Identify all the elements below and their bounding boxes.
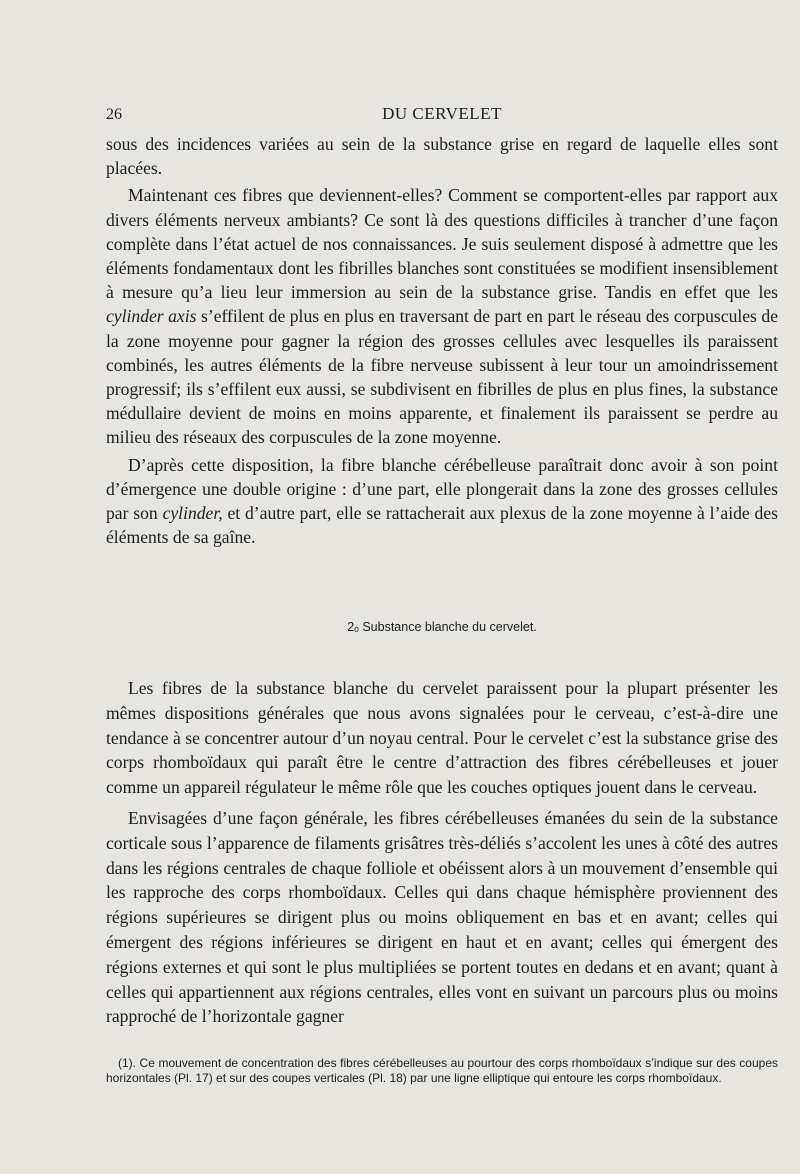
body-text-bottom bbox=[106, 676, 778, 1029]
text-run: Maintenant ces fibres que deviennent-elles? Comment se comportent-elles par rapport aux divers éléments nerveux ambiants? Ce sont là des questions difficiles à trancher d’une façon complète dans l’état actuel de nos connaissances. Je suis seulement disposé à admettre que les éléments fondamentaux dont les fibrilles blanches sont constituées se modifient insensiblement à mesure qu’a lieu leur immersion au sein de la substance grise. Tandis en effet que les bbox=[106, 185, 778, 303]
paragraph: Envisagées d’une façon générale, les fibres cérébelleuses émanées du sein de la substance corticale sous l’apparence de filaments grisâtres très-déliés s’accolent les unes à côté des autres dans les régions centrales de chaque folliole et obéissent alors à un mouvement d’ensemble qui les rapproche des corps rhomboïdaux. Celles qui dans chaque hémisphère proviennent des régions supérieures se dirigent plus ou moins obliquement en bas et en avant; celles qui émergent des régions inférieures se dirigent en haut et en avant; celles qui émergent des régions externes et qui sont le plus multipliées se portent toutes en dedans et en avant; quant à celles qui appartiennent aux régions centrales, elles vont en suivant un parcours plus ou moins rapproché de l’horizontale gagner bbox=[106, 807, 778, 1027]
text-run: et d’autre part, elle se rattacherait aux plexus de la zone moyenne à l’aide des éléments de sa gaîne. bbox=[106, 503, 778, 548]
text-run: s’effilent de plus en plus en traversant de part en part le réseau des corpuscules de la zone moyenne pour gagner la région des grosses cellules avec lesquelles ils paraissent combinés, les autres éléments de la fibre nerveuse subissent à leur tour un amoindrissement progressif; ils s’effilent eux aussi, se subdivisent en fibrilles de plus en plus fines, la substance médullaire devient de moins en moins apparente, et finalement ils paraissent se perdre au milieu des réseaux des corpuscules de la zone moyenne. bbox=[106, 306, 779, 448]
text-run: D’après cette disposition, la fibre blanche cérébelleuse paraîtrait donc avoir à son point d’émergence une double origine : d’une part, elle plongerait dans la zone des grosses cellules par son bbox=[106, 454, 778, 524]
paragraph bbox=[106, 183, 778, 449]
page-header bbox=[106, 104, 778, 128]
footnote-text: (1). Ce mouvement de concentration des fibres cérébelleuses au pourtour des corps rhomboïdaux s’indique sur des coupes horizontales (Pl. 17) et sur des coupes verticales (Pl. 18) par une ligne elliptique qui entoure les corps rhomboïdaux. bbox=[106, 1056, 778, 1085]
section-title: 2ₒ Substance blanche du cervelet. bbox=[347, 620, 537, 634]
paragraph: Les fibres de la substance blanche du cervelet paraissent pour la plupart présenter les mêmes dispositions générales que nous avons signalées pour le cerveau, c’est-à-dire une tendance à se concentrer autour d’un noyau central. Pour le cervelet c’est la substance grise des corps rhomboïdaux qui paraît être le centre d’attraction des fibres cérébelleuses et jouer comme un appareil régulateur le même rôle que les couches optiques jouent dans le cerveau. bbox=[106, 678, 778, 798]
paragraph: sous des incidences variées au sein de la substance grise en regard de laquelle elles sont placées. bbox=[106, 134, 778, 179]
footnote bbox=[106, 1056, 778, 1086]
running-title: DU CERVELET bbox=[382, 104, 502, 123]
italic-term: cylinder axis bbox=[106, 306, 197, 327]
paragraph bbox=[106, 453, 778, 550]
body-text-top bbox=[106, 132, 778, 549]
page-number: 26 bbox=[106, 106, 122, 123]
italic-term: cylinder, bbox=[162, 503, 223, 524]
